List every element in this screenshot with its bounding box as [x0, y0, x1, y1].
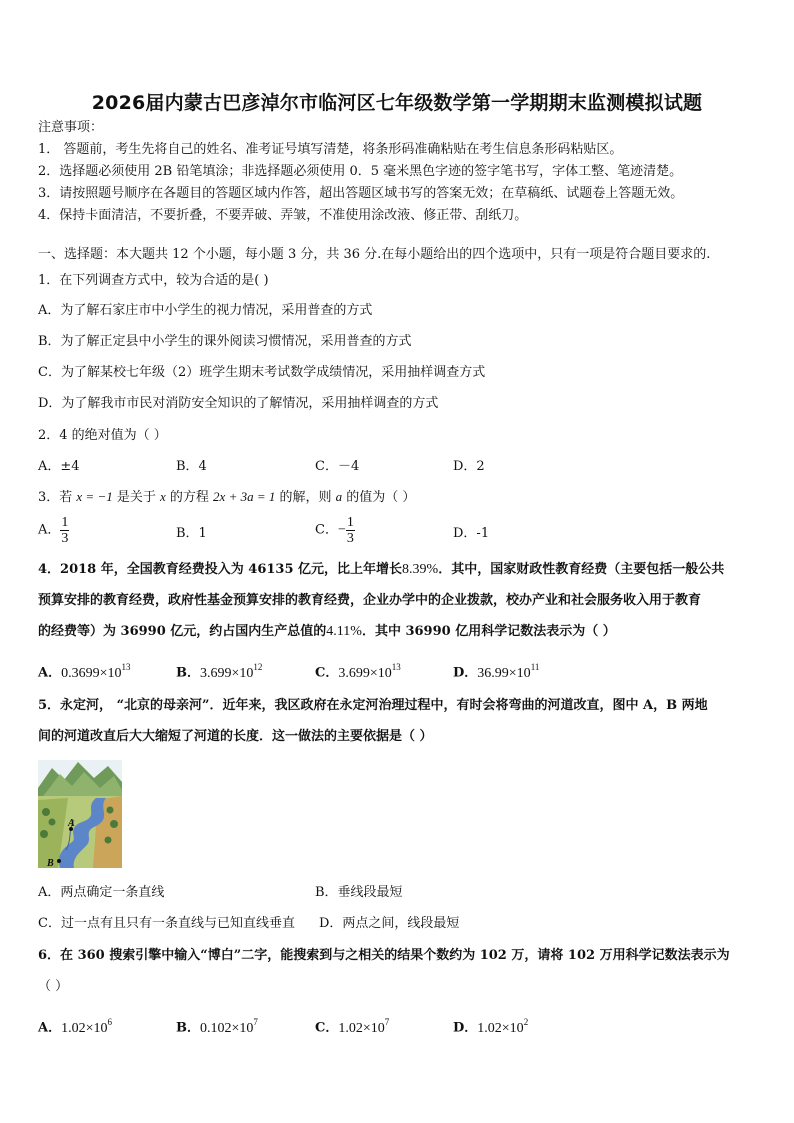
sci-exponent: 13: [121, 662, 131, 672]
question-4-option-d-value: [477, 662, 540, 681]
sci-base: 3.699×10: [200, 665, 254, 681]
question-3-option-b: B．1: [176, 526, 207, 541]
sci-base: 1.02×10: [338, 1020, 385, 1036]
question-3-stem-mid1: 是关于: [112, 490, 160, 505]
question-2-option-c: C．－4: [315, 459, 360, 474]
sci-base: 36.99×10: [477, 665, 531, 681]
sci-exponent: 7: [384, 1017, 390, 1027]
question-1-option-a: A．为了解石家庄市中小学生的视力情况，采用普查的方式: [38, 303, 373, 318]
fraction-denominator: 3: [61, 531, 69, 546]
question-4-line-1-post: ．其中，国家财政性教育经费（主要包括一般公共: [438, 562, 725, 577]
question-3-option-a-label: A．: [38, 522, 61, 538]
gdp-percent: 4.11%: [326, 624, 362, 639]
sci-base: 3.699×10: [338, 665, 392, 681]
sci-exponent: 6: [107, 1017, 112, 1027]
question-3-option-c: [315, 515, 355, 546]
question-5-line-2: 间的河道改直后大大缩短了河道的长度．这一做法的主要依据是（ ）: [38, 729, 433, 744]
fraction-numerator: 1: [346, 515, 354, 530]
sci-exponent: 7: [253, 1017, 258, 1027]
sci-base: 0.102×10: [200, 1020, 254, 1036]
question-2-option-b: B．4: [176, 459, 207, 474]
notice-item-2: 2．选择题必须使用 2B 铅笔填涂；非选择题必须使用 0．5 毫米黑色字迹的签字笔书写，字体工整、笔迹清楚。: [38, 164, 683, 179]
notice-item-3: 3．请按照题号顺序在各题目的答题区域内作答，超出答题区域书写的答案无效；在草稿纸、试题卷上答题无效。: [38, 186, 684, 201]
growth-percent: 8.39%: [402, 562, 439, 577]
notice-item-4: 4．保持卡面清洁，不要折叠，不要弄破、弄皱，不准使用涂改液、修正带、刮纸刀。: [38, 208, 528, 223]
question-2-option-d: D．2: [453, 459, 485, 474]
question-3-stem-post: 的值为（ ）: [342, 490, 416, 505]
question-4-line-1: [38, 562, 724, 578]
question-6-option-a-value: [61, 1017, 112, 1036]
question-6-option-a-label: A．: [38, 1020, 62, 1036]
question-4-option-b: [176, 660, 262, 682]
question-1-option-b: B．为了解正定县中小学生的课外阅读习惯情况，采用普查的方式: [38, 334, 412, 349]
section-heading: 一、选择题：本大题共 12 个小题，每小题 3 分，共 36 分.在每小题给出的四个选项中，只有一项是符合题目要求的.: [38, 247, 711, 262]
fraction-one-third: [346, 515, 355, 546]
sci-base: 1.02×10: [477, 1020, 524, 1036]
question-4-line-3: [38, 624, 616, 640]
question-3-stem-mid2: 的方程: [165, 490, 214, 505]
question-4-option-d-label: D．: [453, 665, 478, 681]
question-3-stem: [38, 489, 415, 506]
question-2-option-a: A．±4: [38, 459, 80, 474]
question-4-option-c-label: C．: [315, 665, 339, 681]
question-6-option-c-label: C．: [315, 1020, 339, 1036]
page-title: 2026届内蒙古巴彦淖尔市临河区七年级数学第一学期期末监测模拟试题: [91, 92, 703, 114]
question-4-line-3-pre: 的经费等）为 36990 亿元，约占国内生产总值的: [38, 624, 327, 639]
sci-base: 0.3699×10: [61, 665, 122, 681]
question-3-var-a: a: [335, 489, 343, 504]
question-6-option-d: [453, 1015, 528, 1037]
sci-exponent: 12: [253, 662, 263, 672]
question-5-line-1: 5．永定河， “北京的母亲河”．近年来，我区政府在永定河治理过程中，有时会将弯曲的河道改直，图中 A，B 两地: [38, 698, 708, 713]
sci-exponent: 2: [523, 1017, 529, 1027]
sci-base: 1.02×10: [61, 1020, 108, 1036]
river-landscape-image: [38, 760, 122, 868]
question-3-stem-mid3: 的解，则: [275, 490, 336, 505]
question-6-option-b-value: [200, 1017, 258, 1036]
question-6-option-d-value: [477, 1017, 529, 1036]
question-1-option-d: D．为了解我市市民对消防安全知识的了解情况，采用抽样调查的方式: [38, 396, 439, 411]
fraction-denominator: 3: [346, 531, 354, 546]
question-4-option-b-label: B．: [176, 665, 200, 681]
point-b-label: B: [47, 858, 54, 868]
question-3-var-x: x: [160, 489, 166, 504]
point-a-label: A: [68, 818, 75, 829]
question-6-line-2: （ ）: [38, 979, 69, 994]
question-5-option-c: C．过一点有且只有一条直线与已知直线垂直: [38, 916, 295, 931]
question-4-line-3-post: ．其中 36990 亿用科学记数法表示为（ ）: [361, 624, 616, 639]
river-illustration: [38, 760, 122, 868]
question-6-option-d-label: D．: [453, 1020, 478, 1036]
question-3-condition: x = −1: [76, 489, 113, 504]
sci-exponent: 13: [391, 662, 401, 672]
question-4-line-1-pre: 4．2018 年，全国教育经费投入为 46135 亿元，比上年增长: [38, 562, 403, 577]
question-4-option-c-value: [338, 662, 401, 681]
notice-item-1: 1． 答题前，考生先将自己的姓名、准考证号填写清楚，将条形码准确粘贴在考生信息条形码粘贴区。: [38, 142, 623, 157]
question-6-option-a: [38, 1015, 112, 1037]
question-6-option-c: [315, 1015, 389, 1037]
question-4-option-a-label: A．: [38, 665, 62, 681]
question-6-option-c-value: [338, 1017, 390, 1036]
question-3-equation: 2x + 3a = 1: [213, 489, 276, 504]
fraction-numerator: 1: [61, 515, 69, 530]
question-6-option-b-label: B．: [176, 1020, 200, 1036]
question-4-option-b-value: [200, 662, 263, 681]
question-4-option-a-value: [61, 662, 131, 681]
question-1-option-c: C．为了解某校七年级（2）班学生期末考试数学成绩情况，采用抽样调查方式: [38, 365, 486, 380]
question-2-stem: 2．4 的绝对值为（ ）: [38, 428, 167, 443]
sci-exponent: 11: [530, 662, 540, 672]
minus-sign: −: [337, 522, 346, 538]
question-4-line-2: 预算安排的教育经费，政府性基金预算安排的教育经费，企业办学中的企业拨款，校办产业和社会服务收入用于教育: [38, 593, 702, 608]
question-3-stem-pre: 3．若: [38, 490, 77, 505]
question-3-option-c-label: C．: [315, 522, 338, 538]
question-5-option-a: A．两点确定一条直线: [38, 885, 165, 900]
question-4-option-a: [38, 660, 131, 682]
question-6-line-1: 6．在 360 搜索引擎中输入“博白”二字，能搜索到与之相关的结果个数约为 102 万，请将 102 万用科学记数法表示为: [38, 948, 730, 963]
question-1-stem: 1．在下列调查方式中，较为合适的是( ): [38, 273, 269, 288]
question-6-option-b: [176, 1015, 258, 1037]
question-5-option-b: B．垂线段最短: [315, 885, 403, 900]
question-3-option-a: [38, 515, 69, 546]
fraction-one-third: [60, 515, 69, 546]
notice-heading: 注意事项：: [38, 120, 104, 135]
question-3-option-d: D．-1: [453, 526, 490, 541]
question-5-option-d: D．两点之间，线段最短: [319, 916, 460, 931]
question-4-option-d: [453, 660, 539, 682]
question-4-option-c: [315, 660, 401, 682]
